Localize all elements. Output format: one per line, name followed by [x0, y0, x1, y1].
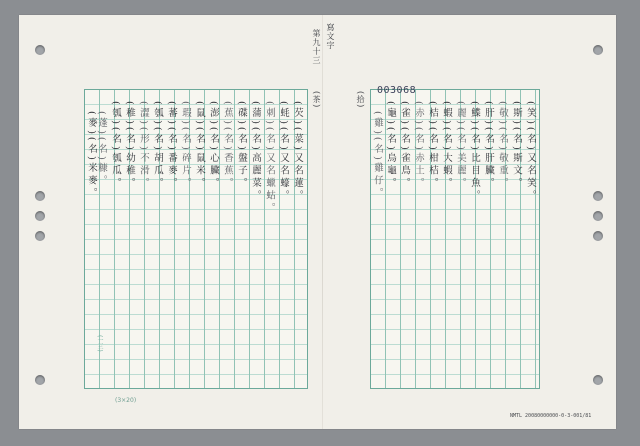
punch-hole-mid-right-2: [593, 211, 603, 221]
margin-page-mark: (一三): [96, 335, 103, 352]
serial-number: 003068: [377, 85, 417, 96]
right-column-10: (雀)(名)雀鳥。: [399, 101, 410, 191]
center-fold: [322, 15, 323, 429]
left-column-4: (蒲)(名)高麗菜。: [250, 101, 261, 203]
punch-hole-top-left: [35, 45, 45, 55]
right-column-1: (笑)(名)又名笑。: [525, 101, 536, 203]
top-margin-note-2: 第九十三: [312, 29, 321, 65]
punch-hole-mid-left-3: [35, 231, 45, 241]
right-column-5: (鰈)(名)比目魚。: [469, 101, 480, 203]
left-column-2: (蚝)(名)又名蠔。: [278, 101, 289, 203]
right-column-9: (赤)(名)赤土。: [413, 101, 424, 191]
archive-caption: NMTL 20080000000-0-3-001/81: [510, 413, 592, 419]
right-column-7: (蝦)(名)大蝦。: [441, 101, 452, 191]
right-column-12: (雞)(名)雞仔。: [372, 111, 383, 201]
left-column-5: (碟)(名)盤子。: [236, 101, 247, 191]
right-column-4: (肝)(名)肝臟。: [483, 101, 494, 191]
right-column-2: (斯)(名)斯文。: [511, 101, 522, 191]
right-column-8: (桔)(名)柑桔。: [427, 101, 438, 191]
left-column-11: (瓠)(名)胡瓜。: [152, 101, 163, 191]
right-margin-note: (拾): [356, 91, 365, 109]
top-margin-note: 寫文字: [326, 23, 335, 50]
grid-footer-mark: (3×20): [115, 397, 137, 404]
punch-hole-mid-right-1: [593, 191, 603, 201]
left-column-13: (稚)(名)幼稚。: [124, 101, 135, 191]
punch-hole-mid-left-1: [35, 191, 45, 201]
right-column-3: (敬)(名)敬重。: [497, 101, 508, 191]
left-margin-note: (茶): [312, 91, 321, 109]
punch-hole-mid-left-2: [35, 211, 45, 221]
left-column-6: (蕉)(名)香蕉。: [222, 101, 233, 191]
punch-hole-mid-right-3: [593, 231, 603, 241]
left-column-7: (澎)(名)心臟。: [208, 101, 219, 191]
left-column-9: (瑕)(名)碎片。: [180, 101, 191, 191]
left-column-15: (蓬)(名)糠。: [96, 111, 107, 188]
right-column-6: (麗)(名)美麗。: [455, 101, 466, 191]
left-column-12: (澀)(形)不滑。: [138, 101, 149, 191]
left-column-1: (芡)(菜)又名蓮。: [292, 101, 303, 203]
right-column-11: (龜)(名)烏龜。: [385, 101, 396, 191]
punch-hole-bottom-left: [35, 375, 45, 385]
punch-hole-bottom-right: [593, 375, 603, 385]
punch-hole-top-right: [593, 45, 603, 55]
left-column-10: (蕃)(名)番麥。: [166, 101, 177, 191]
left-column-16: (麥)(名)米麥。: [86, 111, 97, 201]
left-column-3: (刺)(名)又名蠟蛄。: [264, 101, 275, 216]
manuscript-sheet: [19, 15, 616, 429]
left-column-14: (瓠)(名)瓠瓜。: [110, 101, 121, 191]
left-column-8: (鼠)(名)鼠米。: [194, 101, 205, 191]
